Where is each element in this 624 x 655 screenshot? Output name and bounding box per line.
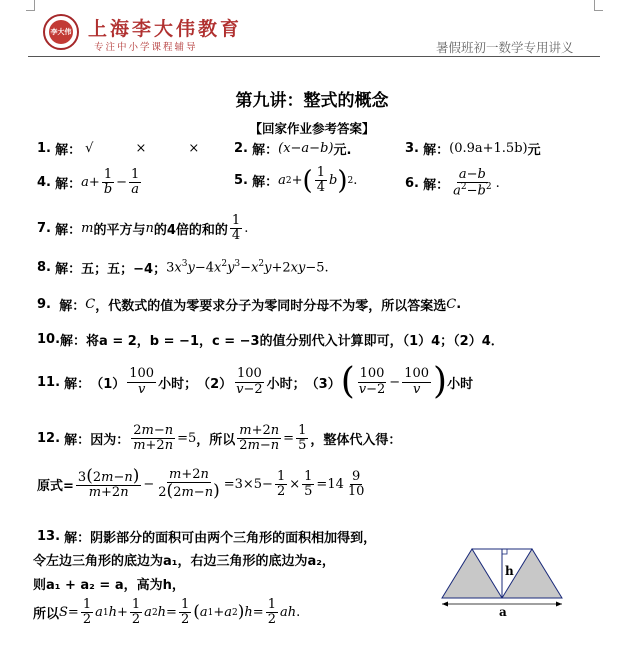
arrow-left <box>442 602 448 607</box>
answer-12: 12. 解： 因为： $\frac{2m-n}{m+2n}$ =5 ，所以 $\frac{m+2n}{2m-n}$ = $\frac{1}{5}$ ，整体代入得： <box>37 423 402 454</box>
answer-7: 7. 解： m 的平方与 n 的4倍的和的 $\frac{1}{4}$ . <box>37 213 249 244</box>
answer-4: 4. 解： a + $\frac{1}{b}$ − $\frac{1}{a}$ <box>37 167 140 198</box>
school-name: 上海李大伟教育 <box>88 18 243 40</box>
answer-6: 6. 解： $\frac{a-b}{a^2-b^2}$ . <box>405 167 500 199</box>
cross-mark: × <box>135 141 147 156</box>
answer-9: 9. 解： C ，代数式的值为零要求分子为零同时分母不为零，所以答案选 C . <box>37 297 462 314</box>
cross-mark: × <box>188 141 200 156</box>
height-label: h <box>505 564 514 578</box>
answer-10: 10. 解： 将a = 2，b = −1，c = −3的值分别代入计算即可，（1）4；（2）4． <box>37 332 504 349</box>
answer-13-line-1: 13. 解：阴影部分的面积可由两个三角形的面积相加得到， <box>37 529 377 546</box>
header-divider <box>28 56 600 57</box>
answers-subtitle: 【回家作业参考答案】 <box>249 121 375 136</box>
answer-8: 8. 解： 五；五；−4； $3x^3y-4x^2y^3-x^2y+2xy-5$. <box>37 259 329 277</box>
answer-13-line-2: 令左边三角形的底边为a₁，右边三角形的底边为a₂， <box>33 554 335 569</box>
answer-11: 11. 解： （1） $\frac{100}{v}$ 小时； （2） $\frac{100}{v-2}$ 小时； （3） ( $\frac{100}{v-2}$ − $\frac{100}{v}$ ) 小时 <box>37 361 474 402</box>
lecture-title: 第九讲：整式的概念 <box>235 91 389 111</box>
check-mark: √ <box>85 141 94 156</box>
answer-3: 3. 解： (0.9a+1.5b) 元 <box>405 141 541 158</box>
right-angle-mark <box>502 549 507 554</box>
shaded-triangle-left <box>442 549 502 598</box>
arrow-right <box>556 602 562 607</box>
answer-5: 5. 解： a 2 + ( $\frac{1}{4}$ b ) 2 . <box>234 165 358 196</box>
answer-13-line-4: 所以 S = $\frac{1}{2}$ a 1 h + $\frac{1}{2}$ a 2 h = $\frac{1}{2}$ ( a 1 + a 2 ) h = $\frac{1}{2}$ ah . <box>33 597 301 628</box>
triangle-figure <box>436 540 576 618</box>
crop-mark-top-left <box>26 0 35 11</box>
base-label: a <box>499 605 507 618</box>
school-logo <box>43 14 79 50</box>
answer-2: 2. 解： (x−a−b) 元. <box>234 141 352 158</box>
answer-13-line-3: 则a₁ + a₂ = a，高为h， <box>33 578 185 593</box>
crop-mark-top-right <box>594 0 603 11</box>
answer-12-expression: 原式= $\frac{3(2m-n)}{m+2n}$ − $\frac{m+2n}{2(2m-n)}$ =3×5− $\frac{1}{2}$ × $\frac{1}{5}$ =14 $\frac{9}{10}$ <box>37 466 365 502</box>
handout-title: 暑假班初一数学专用讲义 <box>436 40 574 55</box>
answer-1: 1. 解： √ × × <box>37 141 200 158</box>
school-slogan: 专注中小学课程辅导 <box>94 42 198 53</box>
logo-text: 李大伟 <box>49 20 73 44</box>
